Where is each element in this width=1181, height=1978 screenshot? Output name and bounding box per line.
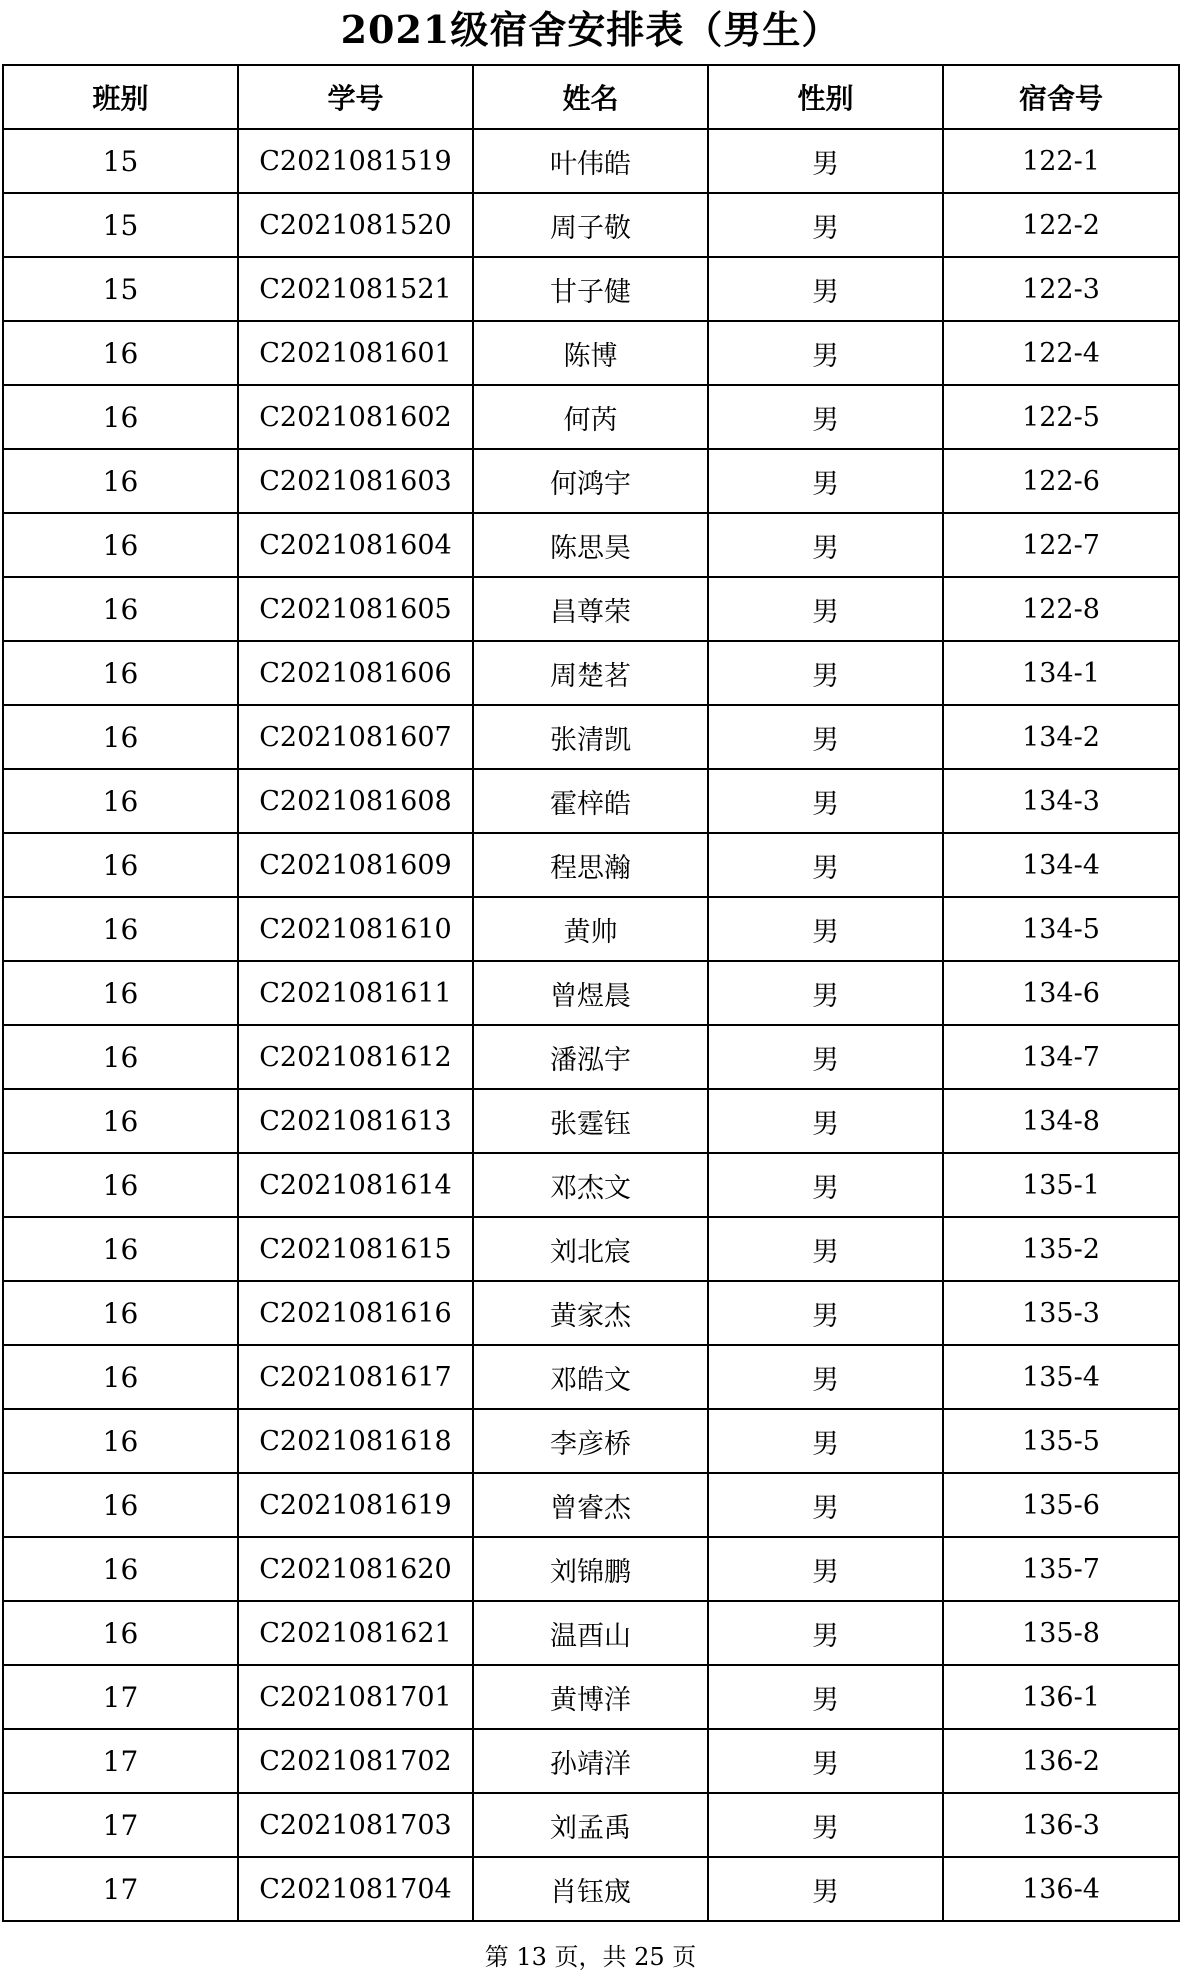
room-cell: 134-1 [943,641,1179,705]
table-row [3,897,1179,961]
room-cell: 135-4 [943,1345,1179,1409]
student-id-cell: C2021081520 [238,193,473,257]
gender-cell: 男 [708,897,943,961]
gender-cell: 男 [708,1217,943,1281]
class-cell: 16 [3,513,238,577]
room-cell: 122-4 [943,321,1179,385]
room-cell: 135-8 [943,1601,1179,1665]
gender-cell: 男 [708,1793,943,1857]
gender-cell: 男 [708,1153,943,1217]
table-row [3,321,1179,385]
table-row [3,1345,1179,1409]
class-cell: 17 [3,1793,238,1857]
table-row [3,513,1179,577]
name-cell: 曾睿杰 [473,1473,708,1537]
room-cell: 135-6 [943,1473,1179,1537]
class-cell: 17 [3,1665,238,1729]
student-id-cell: C2021081612 [238,1025,473,1089]
student-id-cell: C2021081615 [238,1217,473,1281]
class-cell: 15 [3,257,238,321]
gender-cell: 男 [708,1665,943,1729]
name-cell: 陈博 [473,321,708,385]
table-row [3,1025,1179,1089]
name-cell: 李彦桥 [473,1409,708,1473]
student-id-cell: C2021081611 [238,961,473,1025]
gender-cell: 男 [708,577,943,641]
table-row [3,769,1179,833]
student-id-cell: C2021081618 [238,1409,473,1473]
student-id-cell: C2021081602 [238,385,473,449]
table-row [3,833,1179,897]
room-cell: 122-2 [943,193,1179,257]
table-row [3,1537,1179,1601]
gender-cell: 男 [708,449,943,513]
table-body [3,129,1179,1921]
student-id-cell: C2021081704 [238,1857,473,1921]
name-cell: 肖钰宬 [473,1857,708,1921]
table-row [3,193,1179,257]
gender-cell: 男 [708,1857,943,1921]
class-cell: 16 [3,705,238,769]
student-id-cell: C2021081604 [238,513,473,577]
gender-cell: 男 [708,129,943,193]
class-cell: 15 [3,129,238,193]
table-row [3,1409,1179,1473]
room-cell: 134-5 [943,897,1179,961]
student-id-cell: C2021081614 [238,1153,473,1217]
name-cell: 昌尊荣 [473,577,708,641]
room-cell: 134-6 [943,961,1179,1025]
gender-cell: 男 [708,1345,943,1409]
class-cell: 16 [3,833,238,897]
name-cell: 陈思昊 [473,513,708,577]
gender-cell: 男 [708,1473,943,1537]
class-cell: 16 [3,1473,238,1537]
name-cell: 刘北宸 [473,1217,708,1281]
table-row [3,1281,1179,1345]
table-row [3,385,1179,449]
class-cell: 16 [3,769,238,833]
room-cell: 136-2 [943,1729,1179,1793]
class-cell: 16 [3,1089,238,1153]
name-cell: 邓皓文 [473,1345,708,1409]
gender-cell: 男 [708,1089,943,1153]
room-cell: 122-1 [943,129,1179,193]
table-row [3,1153,1179,1217]
class-cell: 16 [3,897,238,961]
room-cell: 122-5 [943,385,1179,449]
page-number: 第 13 页，共 25 页 [484,1943,697,1971]
class-cell: 16 [3,1025,238,1089]
gender-cell: 男 [708,1025,943,1089]
room-cell: 134-3 [943,769,1179,833]
student-id-cell: C2021081703 [238,1793,473,1857]
gender-cell: 男 [708,1409,943,1473]
student-id-cell: C2021081605 [238,577,473,641]
table-row [3,577,1179,641]
student-id-cell: C2021081521 [238,257,473,321]
student-id-cell: C2021081603 [238,449,473,513]
class-cell: 16 [3,1217,238,1281]
name-cell: 甘子健 [473,257,708,321]
student-id-cell: C2021081608 [238,769,473,833]
name-cell: 潘泓宇 [473,1025,708,1089]
room-cell: 135-1 [943,1153,1179,1217]
class-cell: 16 [3,1281,238,1345]
table-row [3,641,1179,705]
class-cell: 17 [3,1729,238,1793]
name-cell: 孙靖洋 [473,1729,708,1793]
class-cell: 16 [3,1409,238,1473]
name-cell: 何鸿宇 [473,449,708,513]
table-row [3,961,1179,1025]
class-cell: 16 [3,577,238,641]
gender-cell: 男 [708,705,943,769]
table-row [3,705,1179,769]
room-cell: 122-7 [943,513,1179,577]
table-row [3,1729,1179,1793]
room-cell: 135-5 [943,1409,1179,1473]
student-id-cell: C2021081606 [238,641,473,705]
table-row [3,449,1179,513]
class-cell: 16 [3,1153,238,1217]
name-cell: 黄帅 [473,897,708,961]
gender-cell: 男 [708,769,943,833]
column-header-class: 班别 [3,65,238,129]
table-row [3,129,1179,193]
gender-cell: 男 [708,385,943,449]
gender-cell: 男 [708,513,943,577]
student-id-cell: C2021081619 [238,1473,473,1537]
room-cell: 136-4 [943,1857,1179,1921]
dormitory-table [2,64,1180,1922]
gender-cell: 男 [708,833,943,897]
class-cell: 17 [3,1857,238,1921]
name-cell: 霍梓皓 [473,769,708,833]
room-cell: 135-7 [943,1537,1179,1601]
room-cell: 134-8 [943,1089,1179,1153]
gender-cell: 男 [708,193,943,257]
student-id-cell: C2021081613 [238,1089,473,1153]
student-id-cell: C2021081609 [238,833,473,897]
room-cell: 136-3 [943,1793,1179,1857]
name-cell: 周子敬 [473,193,708,257]
column-header-gender: 性别 [708,65,943,129]
class-cell: 16 [3,385,238,449]
column-header-student-id: 学号 [238,65,473,129]
name-cell: 张霆钰 [473,1089,708,1153]
student-id-cell: C2021081616 [238,1281,473,1345]
class-cell: 16 [3,961,238,1025]
table-header-row [3,65,1179,129]
table-row [3,1793,1179,1857]
gender-cell: 男 [708,961,943,1025]
name-cell: 刘孟禹 [473,1793,708,1857]
gender-cell: 男 [708,641,943,705]
student-id-cell: C2021081617 [238,1345,473,1409]
student-id-cell: C2021081702 [238,1729,473,1793]
name-cell: 周楚茗 [473,641,708,705]
student-id-cell: C2021081519 [238,129,473,193]
gender-cell: 男 [708,1281,943,1345]
table-row [3,1665,1179,1729]
class-cell: 16 [3,1601,238,1665]
room-cell: 135-3 [943,1281,1179,1345]
table-row [3,1473,1179,1537]
room-cell: 134-7 [943,1025,1179,1089]
page-title: 2021级宿舍安排表（男生） [340,7,841,52]
name-cell: 刘锦鹏 [473,1537,708,1601]
class-cell: 16 [3,449,238,513]
room-cell: 122-6 [943,449,1179,513]
class-cell: 16 [3,1537,238,1601]
room-cell: 134-2 [943,705,1179,769]
class-cell: 15 [3,193,238,257]
column-header-room: 宿舍号 [943,65,1179,129]
table-row [3,1089,1179,1153]
gender-cell: 男 [708,257,943,321]
class-cell: 16 [3,641,238,705]
gender-cell: 男 [708,1601,943,1665]
name-cell: 程思瀚 [473,833,708,897]
student-id-cell: C2021081610 [238,897,473,961]
gender-cell: 男 [708,1537,943,1601]
name-cell: 黄家杰 [473,1281,708,1345]
table-row [3,1217,1179,1281]
student-id-cell: C2021081621 [238,1601,473,1665]
name-cell: 黄博洋 [473,1665,708,1729]
class-cell: 16 [3,1345,238,1409]
name-cell: 曾煜晨 [473,961,708,1025]
column-header-name: 姓名 [473,65,708,129]
room-cell: 134-4 [943,833,1179,897]
room-cell: 136-1 [943,1665,1179,1729]
table-row [3,257,1179,321]
class-cell: 16 [3,321,238,385]
student-id-cell: C2021081701 [238,1665,473,1729]
name-cell: 叶伟皓 [473,129,708,193]
table-row [3,1601,1179,1665]
name-cell: 张清凯 [473,705,708,769]
room-cell: 122-8 [943,577,1179,641]
name-cell: 邓杰文 [473,1153,708,1217]
gender-cell: 男 [708,321,943,385]
student-id-cell: C2021081607 [238,705,473,769]
name-cell: 何芮 [473,385,708,449]
gender-cell: 男 [708,1729,943,1793]
room-cell: 122-3 [943,257,1179,321]
table-row [3,1857,1179,1921]
room-cell: 135-2 [943,1217,1179,1281]
student-id-cell: C2021081601 [238,321,473,385]
student-id-cell: C2021081620 [238,1537,473,1601]
name-cell: 温酉山 [473,1601,708,1665]
